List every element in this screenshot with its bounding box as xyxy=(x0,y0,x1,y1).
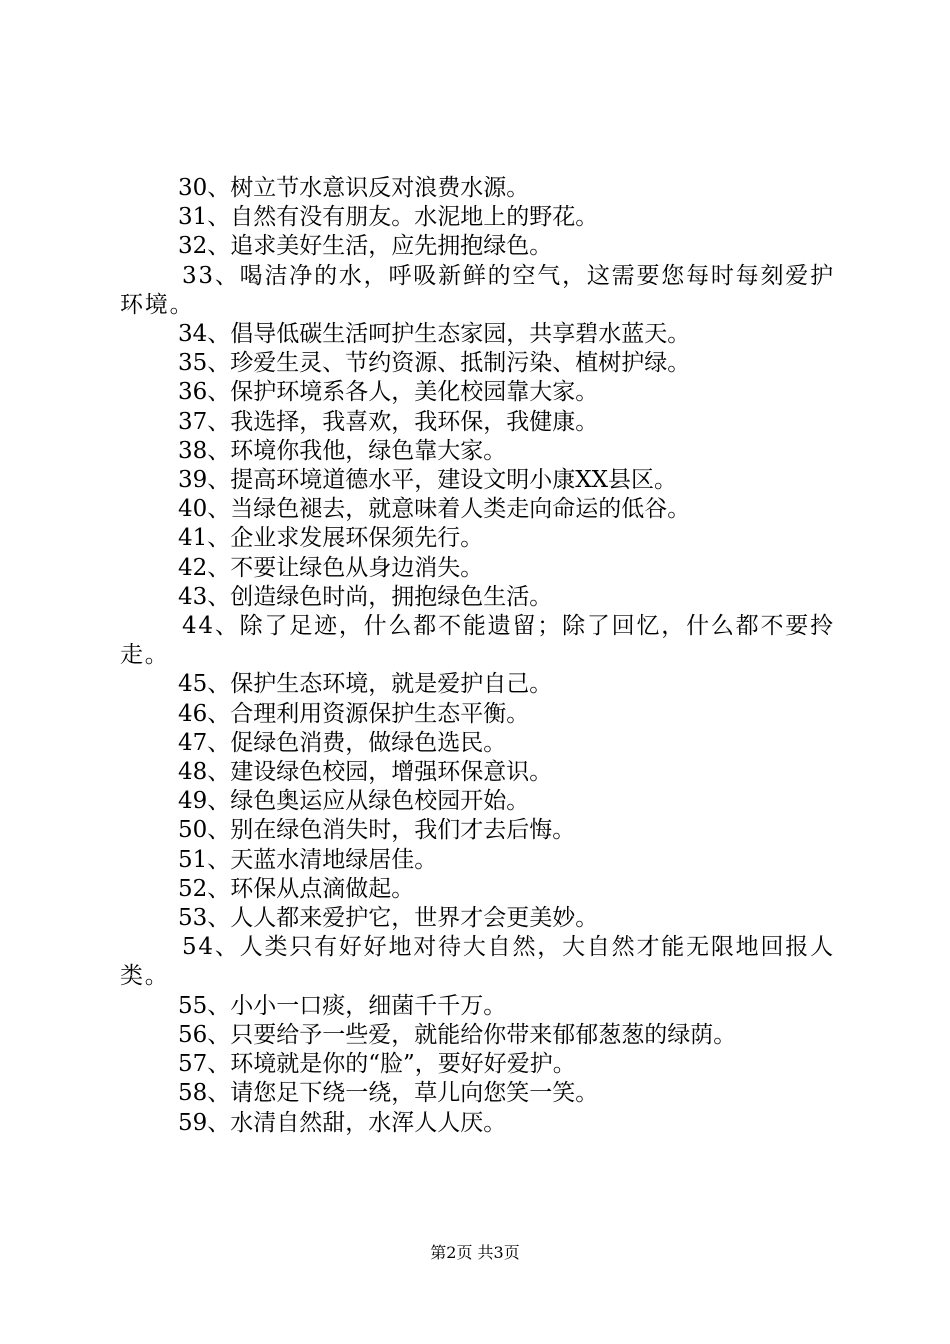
list-item: 47、促绿色消费，做绿色选民。 xyxy=(178,729,507,756)
list-item: 46、合理利用资源保护生态平衡。 xyxy=(178,700,530,727)
list-item: 43、创造绿色时尚，拥抱绿色生活。 xyxy=(178,583,553,610)
list-item: 59、水清自然甜，水浑人人厌。 xyxy=(178,1109,507,1136)
list-item: 32、追求美好生活，应先拥抱绿色。 xyxy=(178,233,553,260)
list-item: 57、环境就是你的“脸”，要好好爱护。 xyxy=(178,1051,576,1078)
list-item: 52、环保从点滴做起。 xyxy=(178,875,415,902)
list-item: 55、小小一口痰，细菌千千万。 xyxy=(178,992,507,1019)
list-item: 40、当绿色褪去，就意味着人类走向命运的低谷。 xyxy=(178,496,691,523)
list-item: 50、别在绿色消失时，我们才去后悔。 xyxy=(178,817,576,844)
list-item: 49、绿色奥运应从绿色校园开始。 xyxy=(178,788,530,815)
list-item: 42、不要让绿色从身边消失。 xyxy=(178,554,484,581)
list-item: 30、树立节水意识反对浪费水源。 xyxy=(178,175,530,201)
list-item: 45、保护生态环境，就是爱护自己。 xyxy=(178,671,553,698)
list-item: 37、我选择，我喜欢，我环保，我健康。 xyxy=(178,408,599,435)
list-item: 48、建设绿色校园，增强环保意识。 xyxy=(178,759,553,786)
list-item: 35、珍爱生灵、节约资源、抵制污染、植树护绿。 xyxy=(178,350,691,377)
list-item: 51、天蓝水清地绿居佳。 xyxy=(178,846,438,873)
list-item: 58、请您足下绕一绕，草儿向您笑一笑。 xyxy=(178,1080,599,1107)
list-item: 54、人类只有好好地对待大自然，大自然才能无限地回报人类。 xyxy=(120,934,835,990)
list-item: 53、人人都来爱护它，世界才会更美妙。 xyxy=(178,905,599,932)
list-item: 34、倡导低碳生活呵护生态家园，共享碧水蓝天。 xyxy=(178,321,691,348)
list-item: 31、自然有没有朋友。水泥地上的野花。 xyxy=(178,204,599,231)
list-item: 39、提高环境道德水平，建设文明小康XX县区。 xyxy=(178,467,678,494)
list-item: 33、喝洁净的水，呼吸新鲜的空气，这需要您每时每刻爱护环境。 xyxy=(120,262,835,318)
page-footer: 第2页 共3页 xyxy=(430,1243,520,1262)
slogan-list xyxy=(120,174,835,1138)
list-item: 36、保护环境系各人，美化校园靠大家。 xyxy=(178,379,599,406)
list-item: 44、除了足迹，什么都不能遗留；除了回忆，什么都不要拎走。 xyxy=(120,613,835,669)
list-item: 41、企业求发展环保须先行。 xyxy=(178,525,484,552)
list-item: 38、环境你我他，绿色靠大家。 xyxy=(178,437,507,464)
list-item: 56、只要给予一些爱，就能给你带来郁郁葱葱的绿荫。 xyxy=(178,1021,737,1048)
